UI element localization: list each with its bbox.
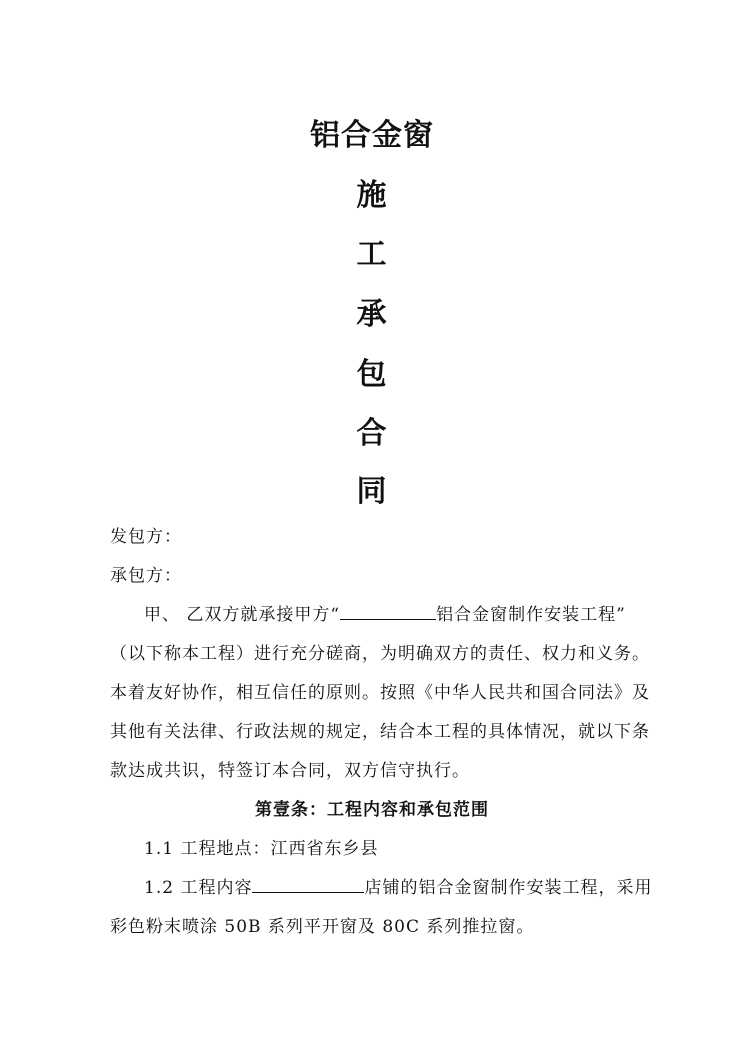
intro-line-4: 其他有关法律、行政法规的规定，结合本工程的具体情况，就以下条 <box>110 722 650 742</box>
item-1-2-end: 店铺的铝合金窗制作安装工程，采用 <box>364 878 653 898</box>
title-line-3: 工 <box>356 237 388 272</box>
intro-line-1-start: 甲、 乙双方就承接甲方“ <box>144 605 341 625</box>
title-line-5: 包 <box>356 357 388 392</box>
title-line-4: 承 <box>356 297 388 332</box>
section-1-heading: 第壹条：工程内容和承包范围 <box>255 800 489 820</box>
shop-name-blank <box>252 874 364 893</box>
title-line-2: 施 <box>356 178 388 213</box>
item-1-2-start: 1.2 工程内容 <box>144 878 253 898</box>
intro-line-5: 款达成共识，特签订本合同，双方信守执行。 <box>110 761 470 781</box>
intro-line-3: 本着友好协作，相互信任的原则。按照《中华人民共和国合同法》及 <box>110 683 650 703</box>
contractor-label: 承包方： <box>110 566 182 586</box>
item-1-2-line-2: 彩色粉末喷涂 50B 系列平开窗及 80C 系列推拉窗。 <box>110 917 535 937</box>
title-line-1: 铝合金窗 <box>310 118 434 153</box>
employer-label: 发包方： <box>110 527 182 547</box>
project-name-blank <box>340 601 436 620</box>
item-1-1: 1.1 工程地点：江西省东乡县 <box>144 839 379 859</box>
title-line-6: 合 <box>356 416 388 451</box>
item-1-2 <box>144 869 668 908</box>
title-line-7: 同 <box>356 474 388 509</box>
intro-line-1-end: 铝合金窗制作安装工程” <box>436 605 626 625</box>
intro-line-2: （以下称本工程）进行充分磋商，为明确双方的责任、权力和义务。 <box>110 644 650 664</box>
intro-line-1 <box>110 596 634 635</box>
